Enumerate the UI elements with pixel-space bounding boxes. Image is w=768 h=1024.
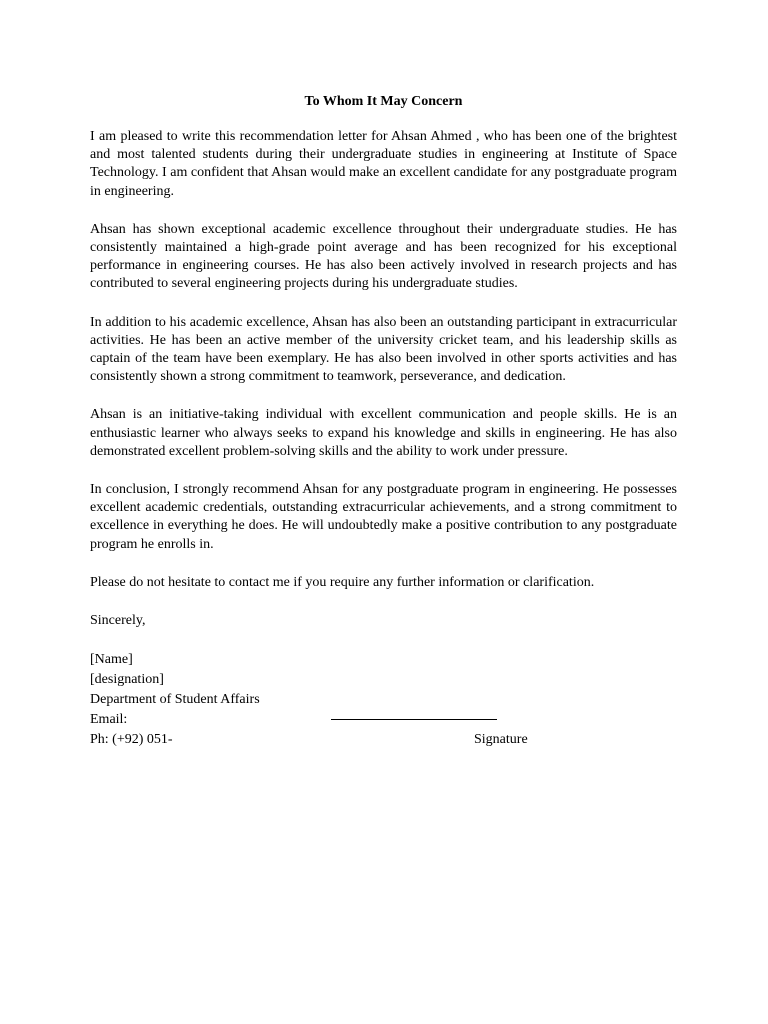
paragraph-intro: I am pleased to write this recommendation letter for Ahsan Ahmed , who has been one of the brightest and most talented students during their undergraduate studies in engineering at Institute of Space Technology. I am confident that Ahsan would make an excellent candidate for any postgraduate program in engineering.: [90, 129, 677, 199]
phone-row: [90, 730, 677, 750]
signature-block: [90, 650, 677, 750]
paragraph-contact: Please do not hesitate to contact me if you require any further information or clarification.: [90, 574, 595, 590]
closing-salutation: Sincerely,: [90, 613, 146, 629]
paragraph-academics: Ahsan has shown exceptional academic excellence throughout their undergraduate studies. He has consistently maintained a high-grade point average and has been recognized for his exceptional performance in engineering courses. He has also been actively involved in research projects and has contributed to several engineering projects during his undergraduate studies.: [90, 221, 677, 292]
email-row: [90, 710, 677, 730]
signer-department: Department of Student Affairs: [90, 692, 260, 708]
signer-name: [Name]: [90, 652, 133, 668]
signature-label: Signature: [474, 732, 528, 748]
phone-label: Ph: (+92) 051-: [90, 732, 173, 748]
email-label: Email:: [90, 712, 128, 728]
paragraph-personal-skills: Ahsan is an initiative-taking individual with excellent communication and people skills. He is an enthusiastic learner who always seeks to expand his knowledge and skills in engineering. He has also demonstrated excellent problem-solving skills and the ability to work under pressure.: [90, 407, 677, 459]
signature-line: [331, 719, 497, 720]
letter-page: [90, 93, 677, 750]
signer-designation: [designation]: [90, 672, 164, 688]
letter-title: To Whom It May Concern: [304, 94, 463, 109]
paragraph-conclusion: In conclusion, I strongly recommend Ahsan for any postgraduate program in engineering. He possesses excellent academic credentials, outstanding extracurricular achievements, and a strong commitment to excellence in everything he does. He will undoubtedly make a positive contribution to any postgraduate program he enrolls in.: [90, 482, 677, 552]
paragraph-extracurricular: In addition to his academic excellence, Ahsan has also been an outstanding participant in extracurricular activities. He has been an active member of the university cricket team, and his leadership skills as captain of the team have been exemplary. He has also been involved in other sports activities and has consistently shown a strong commitment to teamwork, perseverance, and dedication.: [90, 314, 677, 385]
